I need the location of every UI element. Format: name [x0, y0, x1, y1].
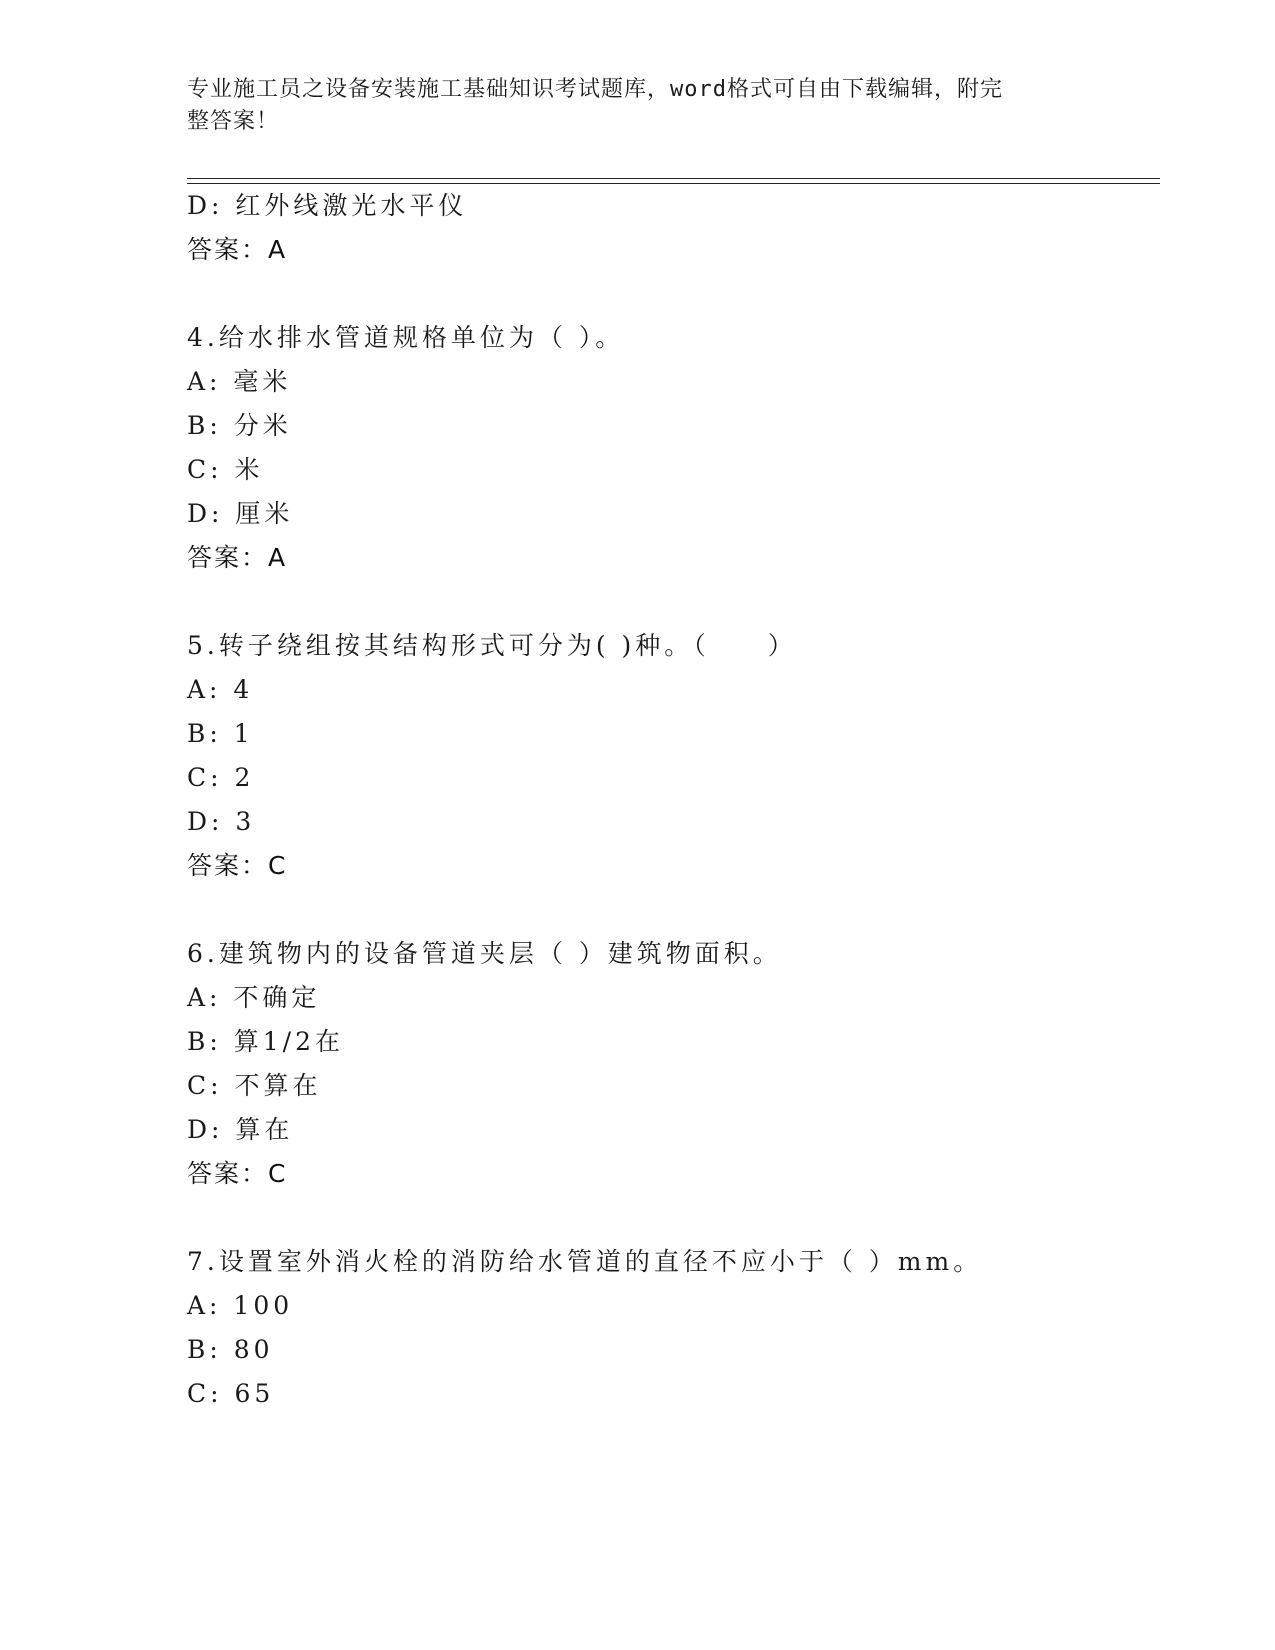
header-line-1: 专业施工员之设备安装施工基础知识考试题库，word格式可自由下载编辑，附完: [187, 77, 1003, 102]
q6-option-c: C: 不算在: [187, 1071, 322, 1100]
header-divider-bottom: [187, 183, 1160, 184]
q4-answer: 答案：A: [187, 543, 288, 572]
q3-answer: 答案：A: [187, 235, 288, 264]
q4-question: 4.给水排水管道规格单位为（ ）。: [187, 323, 625, 352]
q6-question: 6.建筑物内的设备管道夹层（ ）建筑物面积。: [187, 939, 782, 968]
q6-option-b: B: 算1/2在: [187, 1027, 344, 1056]
q7-option-c: C: 65: [187, 1379, 275, 1408]
q5-option-d: D: 3: [187, 807, 256, 836]
q7-option-b: B: 80: [187, 1335, 274, 1364]
document-header: [187, 74, 1067, 138]
q5-option-b: B: 1: [187, 719, 254, 748]
q5-option-c: C: 2: [187, 763, 255, 792]
header-line-2: 整答案！: [187, 109, 280, 134]
q6-option-d: D: 算在: [187, 1115, 294, 1144]
q6-option-a: A: 不确定: [187, 983, 321, 1012]
header-divider-top: [187, 178, 1160, 179]
q4-option-b: B: 分米: [187, 411, 292, 440]
q5-answer: 答案：C: [187, 851, 288, 880]
q4-option-a: A: 毫米: [187, 367, 292, 396]
q4-option-c: C: 米: [187, 455, 264, 484]
q7-question: 7.设置室外消火栓的消防给水管道的直径不应小于（ ）mm。: [187, 1247, 983, 1276]
q4-option-d: D: 厘米: [187, 499, 294, 528]
q6-answer: 答案：C: [187, 1159, 288, 1188]
q5-question: 5.转子绕组按其结构形式可分为( )种。（ ）: [187, 631, 797, 660]
q3-option-d: D: 红外线激光水平仪: [187, 191, 468, 220]
q5-option-a: A: 4: [187, 675, 254, 704]
q7-option-a: A: 100: [187, 1291, 294, 1320]
